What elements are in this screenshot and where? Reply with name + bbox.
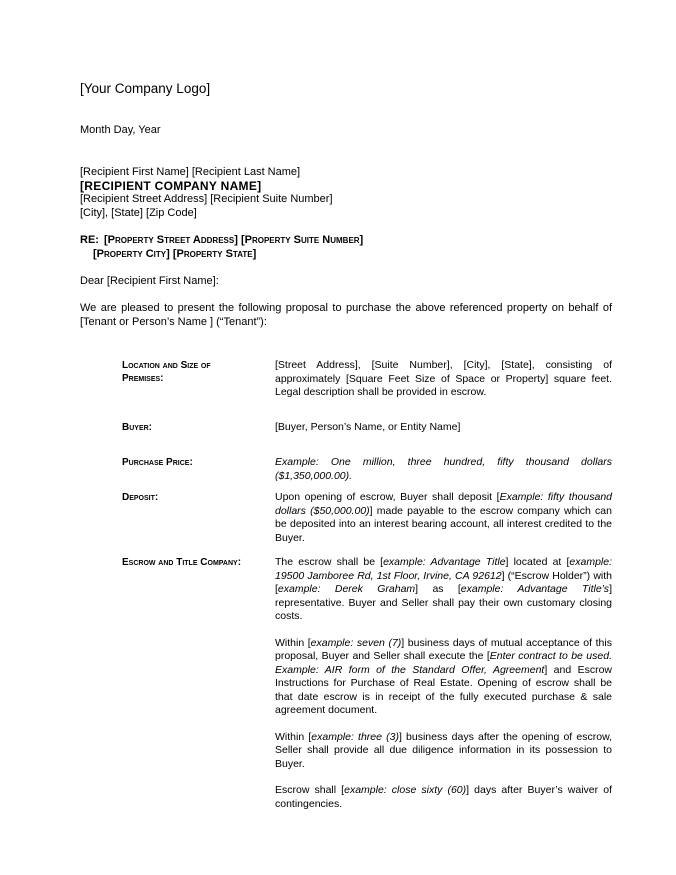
intro-paragraph: We are pleased to present the following proposal to purchase the above referenced property on behalf of [Tenant or Person’s Name ] (“Tenant”): [80, 302, 612, 328]
escrow-a5: ] (“Escrow Holder”) with [ [275, 569, 612, 595]
term-label-location: Location and Size of Premises: [122, 360, 211, 384]
deposit-text [275, 491, 612, 545]
recipient-name: [Recipient First Name] [Recipient Last Name] [80, 166, 301, 178]
escrow-d1: Escrow shall [ [275, 784, 345, 796]
escrow-a1: The escrow shall be [ [275, 556, 384, 568]
escrow-paragraph-3 [275, 731, 612, 772]
escrow-paragraph-4 [275, 784, 612, 811]
escrow-a2: example: Advantage Title [383, 556, 506, 568]
term-label-buyer: Buyer: [122, 422, 152, 433]
recipient-company: [RECIPIENT COMPANY NAME] [80, 178, 262, 193]
salutation: Dear [Recipient First Name]: [80, 275, 219, 287]
recipient-address-block [80, 166, 333, 220]
escrow-a3: ] located at [ [505, 556, 570, 568]
purchase-price-text: Example: One million, three hundred, fifty thousand dollars ($1,350,000.00). [275, 456, 612, 482]
term-body-buyer [275, 421, 612, 448]
escrow-c1: Within [ [275, 730, 312, 743]
buyer-text: [Buyer, Person’s Name, or Entity Name] [275, 421, 461, 433]
deposit-text-2: ] made payable to the escrow company which can be deposited into an interest bearing account, all interest credited to the Buyer. [275, 504, 612, 544]
recipient-city-state-zip: [City], [State] [Zip Code] [80, 206, 197, 219]
re-line [80, 234, 363, 261]
term-label-purchase-price: Purchase Price: [122, 457, 193, 468]
term-body-deposit [275, 491, 612, 558]
escrow-b2: example: seven (7) [310, 636, 402, 649]
re-label: RE: [80, 234, 99, 246]
escrow-c2: example: three (3) [311, 730, 399, 743]
re-property-address: [Property Street Address] [Property Suite Number] [104, 234, 364, 246]
escrow-a6: example: Derek Graham [277, 583, 416, 595]
deposit-example: Example: fifty thousand dollars ($50,000.00) [275, 491, 612, 517]
escrow-d2: example: close sixty (60) [344, 784, 467, 796]
re-property-city-state: [Property City] [Property State] [93, 247, 257, 260]
escrow-c3: ] business days after the opening of escrow, Seller shall provide all due diligence information in its possession to Buyer. [275, 730, 612, 770]
escrow-b1: Within [ [275, 636, 311, 649]
company-logo-placeholder: [Your Company Logo] [80, 81, 211, 96]
escrow-a7: ] as [ [415, 583, 461, 595]
term-body-escrow [275, 556, 612, 824]
recipient-street: [Recipient Street Address] [Recipient Suite Number] [80, 193, 333, 205]
escrow-a8: example: Advantage Title’s [460, 583, 610, 595]
term-body-purchase-price [275, 456, 612, 496]
letter-date: Month Day, Year [80, 124, 161, 136]
escrow-a9: ] representative. Buyer and Seller shall pay their own customary closing costs. [275, 583, 612, 622]
escrow-paragraph-1 [275, 556, 612, 624]
escrow-b4: Enter contract to be used. Example: AIR form of the Standard Offer, Agreement [275, 650, 612, 676]
term-label-deposit: Deposit: [122, 492, 159, 503]
escrow-d3: ] days after Buyer’s waiver of contingencies. [275, 784, 612, 810]
escrow-a4: example: 19500 Jamboree Rd, 1st Floor, Irvine, CA 92612 [275, 556, 612, 582]
deposit-text-1: Upon opening of escrow, Buyer shall deposit [ [275, 491, 500, 503]
escrow-b3: ] business days of mutual acceptance of this proposal, Buyer and Seller shall execute the [ [275, 636, 612, 662]
location-text: [Street Address], [Suite Number], [City], [State], consisting of approximately [Square Feet Size of Space or Property] square feet. Legal description shall be provided in escrow. [275, 359, 612, 398]
escrow-paragraph-2 [275, 637, 612, 718]
term-label-escrow: Escrow and Title Company: [122, 557, 242, 568]
term-body-location [275, 359, 612, 413]
escrow-b5: ] and Escrow Instructions for Purchase of Real Estate. Opening of escrow shall be that date escrow is in receipt of the fully executed purchase & sale agreement document. [275, 663, 612, 716]
